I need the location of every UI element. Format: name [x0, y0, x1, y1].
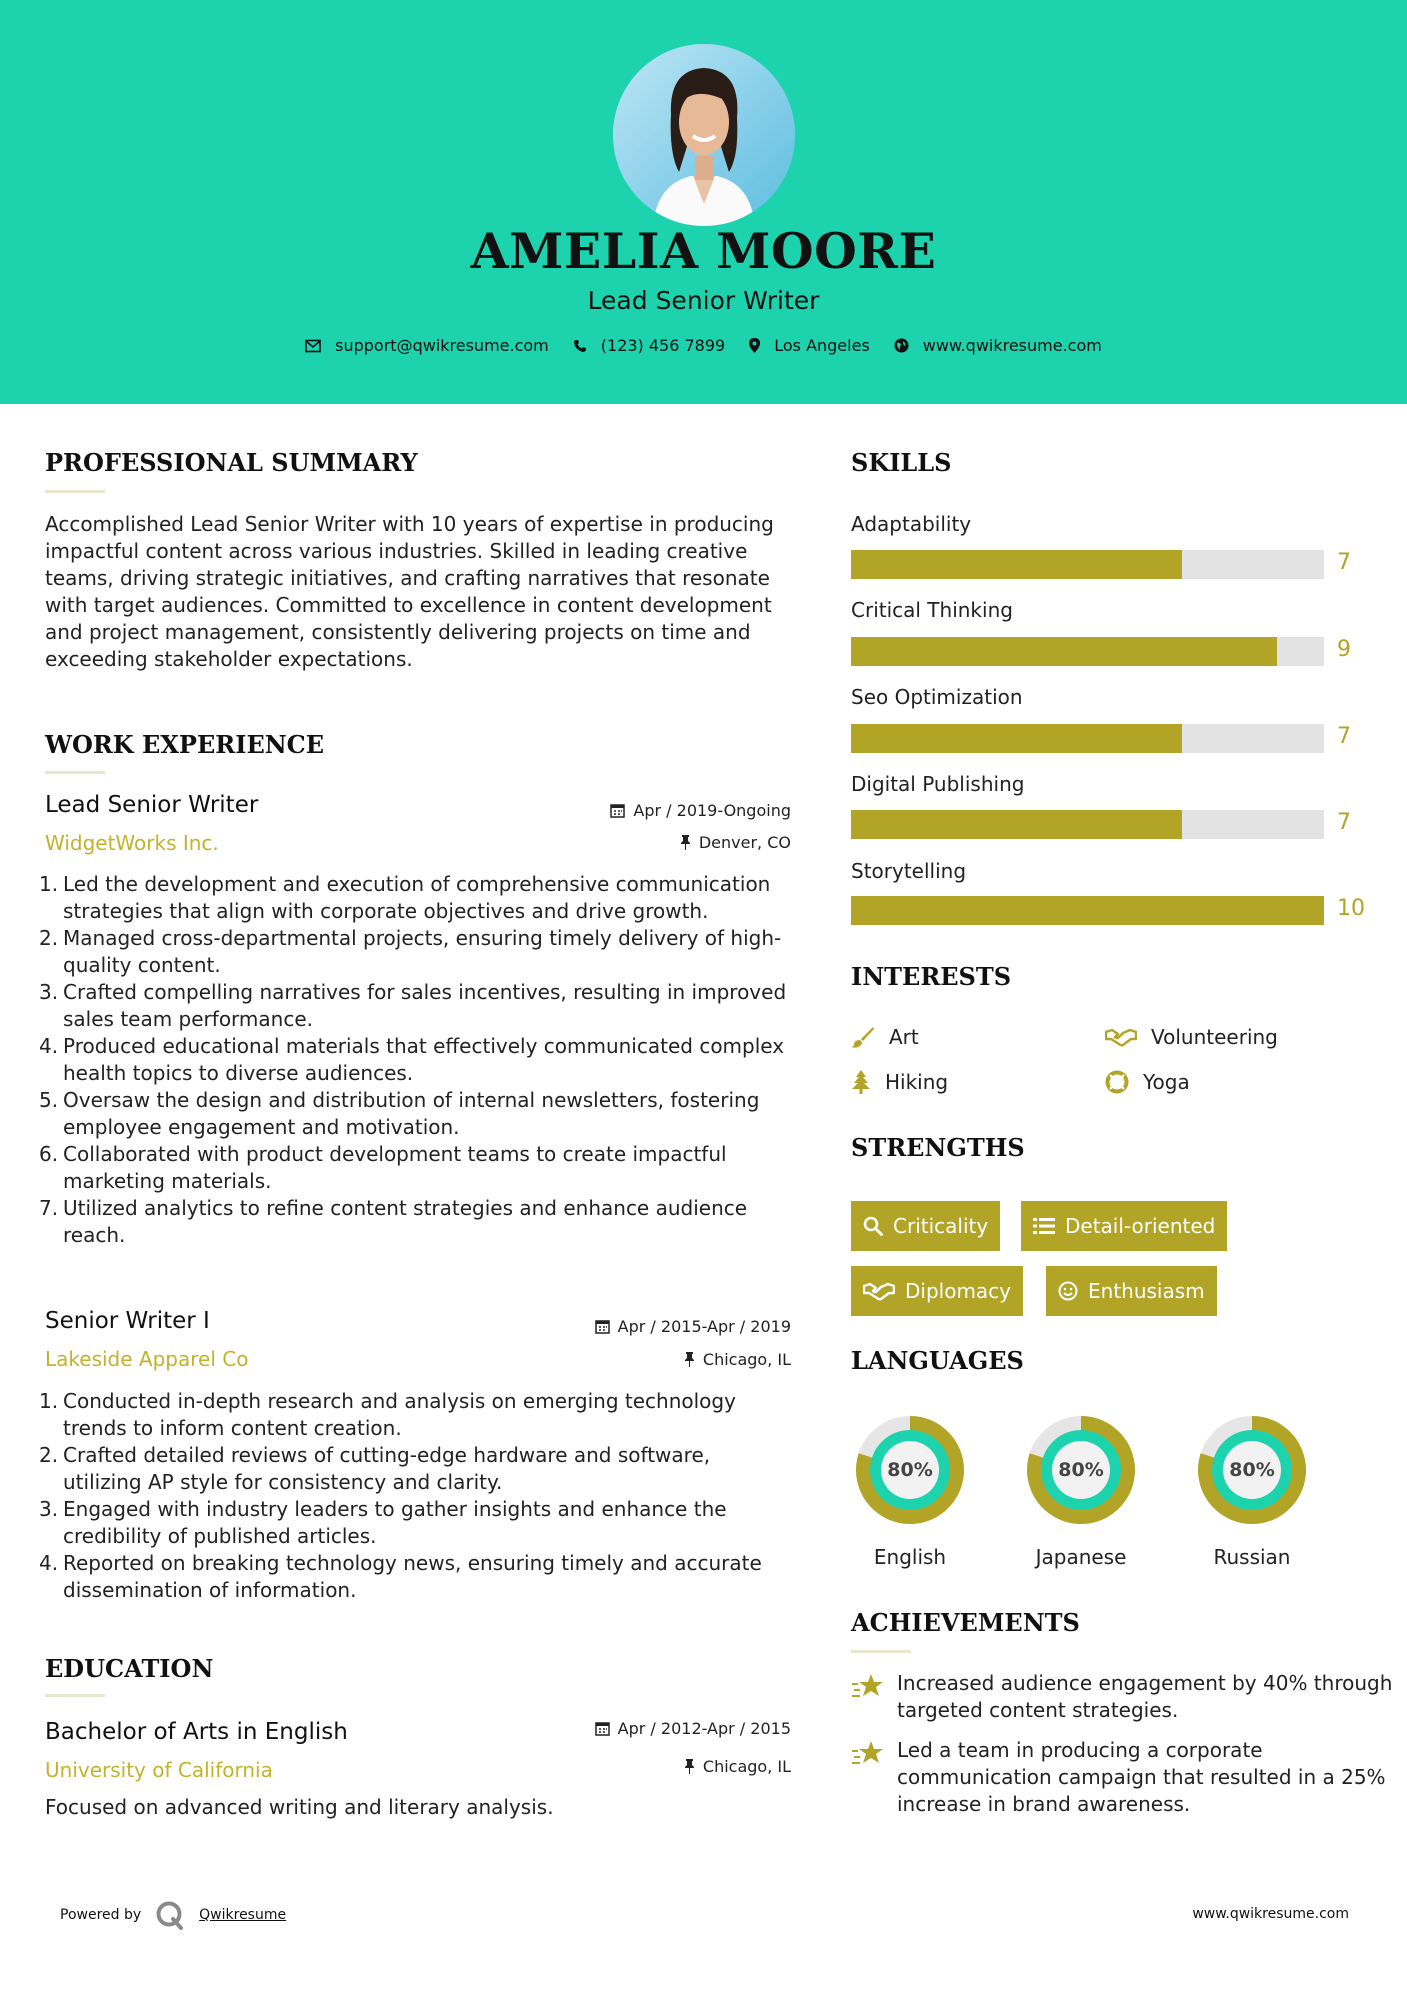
strength-tag	[851, 1201, 1000, 1251]
summary-divider	[45, 490, 105, 493]
interest-item	[851, 1070, 948, 1094]
school-name: University of California	[45, 1758, 273, 1782]
powered-by-label: Powered by	[60, 1907, 142, 1923]
phone-text: (123) 456 7899	[600, 336, 726, 355]
job-company: Lakeside Apparel Co	[45, 1347, 249, 1371]
footer-website[interactable]: www.qwikresume.com	[1192, 1906, 1349, 1922]
email-text: support@qwikresume.com	[335, 336, 549, 355]
skill-bar	[851, 724, 1324, 753]
job-location	[680, 833, 791, 852]
language-level: 80%	[1058, 1459, 1104, 1481]
achievement-item	[851, 1737, 1407, 1818]
contact-location	[749, 336, 870, 355]
language-name: English	[873, 1545, 947, 1569]
language-name: Japanese	[1035, 1545, 1127, 1569]
interest-label: Art	[889, 1025, 919, 1049]
achievements-divider	[851, 1650, 911, 1653]
pushpin-icon	[680, 835, 691, 850]
strength-label: Diplomacy	[905, 1279, 1012, 1303]
achievement-text: Increased audience engagement by 40% through targeted content strategies.	[897, 1671, 1393, 1722]
list-item: 2. Managed cross-departmental projects, ensuring timely delivery of high-quality content.	[39, 926, 782, 977]
achievement-item	[851, 1670, 1407, 1724]
search-icon	[863, 1216, 883, 1236]
languages-heading: LANGUAGES	[851, 1346, 1024, 1375]
language-gauge	[1192, 1410, 1312, 1530]
strength-tag	[1021, 1201, 1227, 1251]
phone-icon	[573, 339, 587, 353]
achievements-heading: ACHIEVEMENTS	[851, 1608, 1080, 1637]
tree-icon	[851, 1070, 871, 1094]
job-responsibilities	[39, 871, 795, 1249]
education-description: Focused on advanced writing and literary analysis.	[45, 1795, 554, 1819]
contact-phone[interactable]	[573, 336, 725, 355]
skill-bar	[851, 637, 1324, 666]
list-item: 7. Utilized analytics to refine content strategies and enhance audience reach.	[39, 1196, 748, 1247]
degree-title: Bachelor of Arts in English	[45, 1719, 348, 1745]
interest-label: Yoga	[1143, 1070, 1190, 1094]
qwikresume-logo-icon	[155, 1900, 185, 1930]
qwikresume-link[interactable]: Qwikresume	[199, 1907, 287, 1923]
summary-text: Accomplished Lead Senior Writer with 10 years of expertise in producing impactful content across various industries. Skilled in leading creative teams, driving strategic initiatives, and crafting narratives that resonate with target audiences. Committed to excellence in content development and project management, consistently delivering projects on time and exceeding stakeholder expectations.	[45, 512, 774, 671]
job-responsibilities	[39, 1388, 795, 1604]
language-level: 80%	[1229, 1459, 1275, 1481]
skill-bar	[851, 896, 1324, 925]
strength-label: Detail-oriented	[1065, 1214, 1216, 1238]
skill-bar-fill	[851, 550, 1182, 579]
paintbrush-icon	[851, 1026, 875, 1048]
contact-bar	[0, 336, 1407, 355]
skill-bar-fill	[851, 637, 1277, 666]
interest-item	[1105, 1070, 1190, 1094]
job-dates	[595, 1317, 791, 1336]
skill-name: Critical Thinking	[851, 598, 1013, 622]
summary-heading: PROFESSIONAL SUMMARY	[45, 448, 418, 477]
education-location	[684, 1757, 791, 1776]
job-dates-text: Apr / 2015-Apr / 2019	[617, 1317, 791, 1336]
interest-label: Volunteering	[1151, 1025, 1278, 1049]
list-item: 5. Oversaw the design and distribution of internal newsletters, fostering employee engagement and motivation.	[39, 1088, 760, 1139]
language-gauge	[1021, 1410, 1141, 1530]
strength-tag	[851, 1266, 1023, 1316]
handshake-icon	[1105, 1027, 1137, 1047]
job-dates-text: Apr / 2019-Ongoing	[633, 801, 791, 820]
achievement-text: Led a team in producing a corporate communication campaign that resulted in a 25% increase in brand awareness.	[897, 1738, 1386, 1816]
job-location-text: Denver, CO	[698, 833, 791, 852]
header-banner	[0, 0, 1407, 404]
experience-heading: WORK EXPERIENCE	[45, 730, 325, 759]
skill-bar-fill	[851, 724, 1182, 753]
footer-powered-by	[60, 1900, 286, 1930]
strength-tag	[1046, 1266, 1217, 1316]
skill-value: 9	[1337, 637, 1351, 662]
skill-name: Digital Publishing	[851, 772, 1025, 796]
list-item: 2. Crafted detailed reviews of cutting-edge hardware and software, utilizing AP style for consistency and clarity.	[39, 1443, 711, 1494]
list-item: 6. Collaborated with product development teams to create impactful marketing materials.	[39, 1142, 727, 1193]
education-heading: EDUCATION	[45, 1654, 214, 1683]
pushpin-icon	[684, 1759, 695, 1774]
skill-bar	[851, 550, 1324, 579]
contact-website[interactable]	[894, 336, 1102, 355]
language-level: 80%	[887, 1459, 933, 1481]
profile-photo	[613, 44, 795, 226]
strength-label: Enthusiasm	[1088, 1279, 1205, 1303]
list-icon	[1033, 1217, 1055, 1235]
skill-name: Adaptability	[851, 512, 972, 536]
skill-value: 7	[1337, 724, 1351, 749]
list-item: 3. Crafted compelling narratives for sales incentives, resulting in improved sales team performance.	[39, 980, 787, 1031]
website-text: www.qwikresume.com	[922, 336, 1102, 355]
handshake-icon	[863, 1281, 895, 1301]
candidate-role: Lead Senior Writer	[587, 286, 820, 315]
education-divider	[45, 1694, 105, 1697]
map-pin-icon	[749, 338, 760, 353]
language-gauge	[850, 1410, 970, 1530]
skill-value: 10	[1337, 896, 1365, 921]
experience-divider	[45, 771, 105, 774]
language-name: Russian	[1213, 1545, 1291, 1569]
globe-icon	[894, 338, 909, 353]
location-text: Los Angeles	[774, 336, 870, 355]
strength-label: Criticality	[893, 1214, 989, 1238]
star-badge-icon	[851, 1672, 885, 1700]
job-title: Lead Senior Writer	[45, 792, 259, 818]
lifering-icon	[1105, 1070, 1129, 1094]
calendar-icon	[610, 803, 625, 818]
list-item: 3. Engaged with industry leaders to gather insights and enhance the credibility of published articles.	[39, 1497, 727, 1548]
job-dates	[610, 801, 791, 820]
skill-bar-fill	[851, 810, 1182, 839]
star-badge-icon	[851, 1739, 885, 1767]
skill-bar	[851, 810, 1324, 839]
skill-bar-fill	[851, 896, 1324, 925]
interest-label: Hiking	[885, 1070, 949, 1094]
calendar-icon	[595, 1319, 610, 1334]
skill-name: Seo Optimization	[851, 685, 1023, 709]
interest-item	[1105, 1025, 1278, 1049]
envelope-icon	[305, 339, 321, 353]
candidate-name: AMELIA MOORE	[470, 222, 937, 280]
contact-email[interactable]	[305, 336, 549, 355]
skill-value: 7	[1337, 550, 1351, 575]
list-item: 1. Led the development and execution of comprehensive communication strategies that align with corporate objectives and drive growth.	[39, 872, 771, 923]
list-item: 1. Conducted in-depth research and analysis on emerging technology trends to inform content creation.	[39, 1389, 736, 1440]
skill-value: 7	[1337, 810, 1351, 835]
education-dates-text: Apr / 2012-Apr / 2015	[617, 1719, 791, 1738]
skills-heading: SKILLS	[851, 448, 952, 477]
job-title: Senior Writer I	[45, 1308, 210, 1334]
job-location	[684, 1350, 791, 1369]
list-item: 4. Reported on breaking technology news, ensuring timely and accurate dissemination of information.	[39, 1551, 762, 1602]
education-dates	[595, 1719, 791, 1738]
interest-item	[851, 1025, 919, 1049]
list-item: 4. Produced educational materials that effectively communicated complex health topics to diverse audiences.	[39, 1034, 785, 1085]
job-location-text: Chicago, IL	[702, 1350, 791, 1369]
smile-icon	[1058, 1281, 1078, 1301]
education-location-text: Chicago, IL	[702, 1757, 791, 1776]
job-company: WidgetWorks Inc.	[45, 831, 219, 855]
interests-heading: INTERESTS	[851, 962, 1012, 991]
pushpin-icon	[684, 1352, 695, 1367]
strengths-heading: STRENGTHS	[851, 1133, 1025, 1162]
skill-name: Storytelling	[851, 859, 967, 883]
calendar-icon	[595, 1721, 610, 1736]
